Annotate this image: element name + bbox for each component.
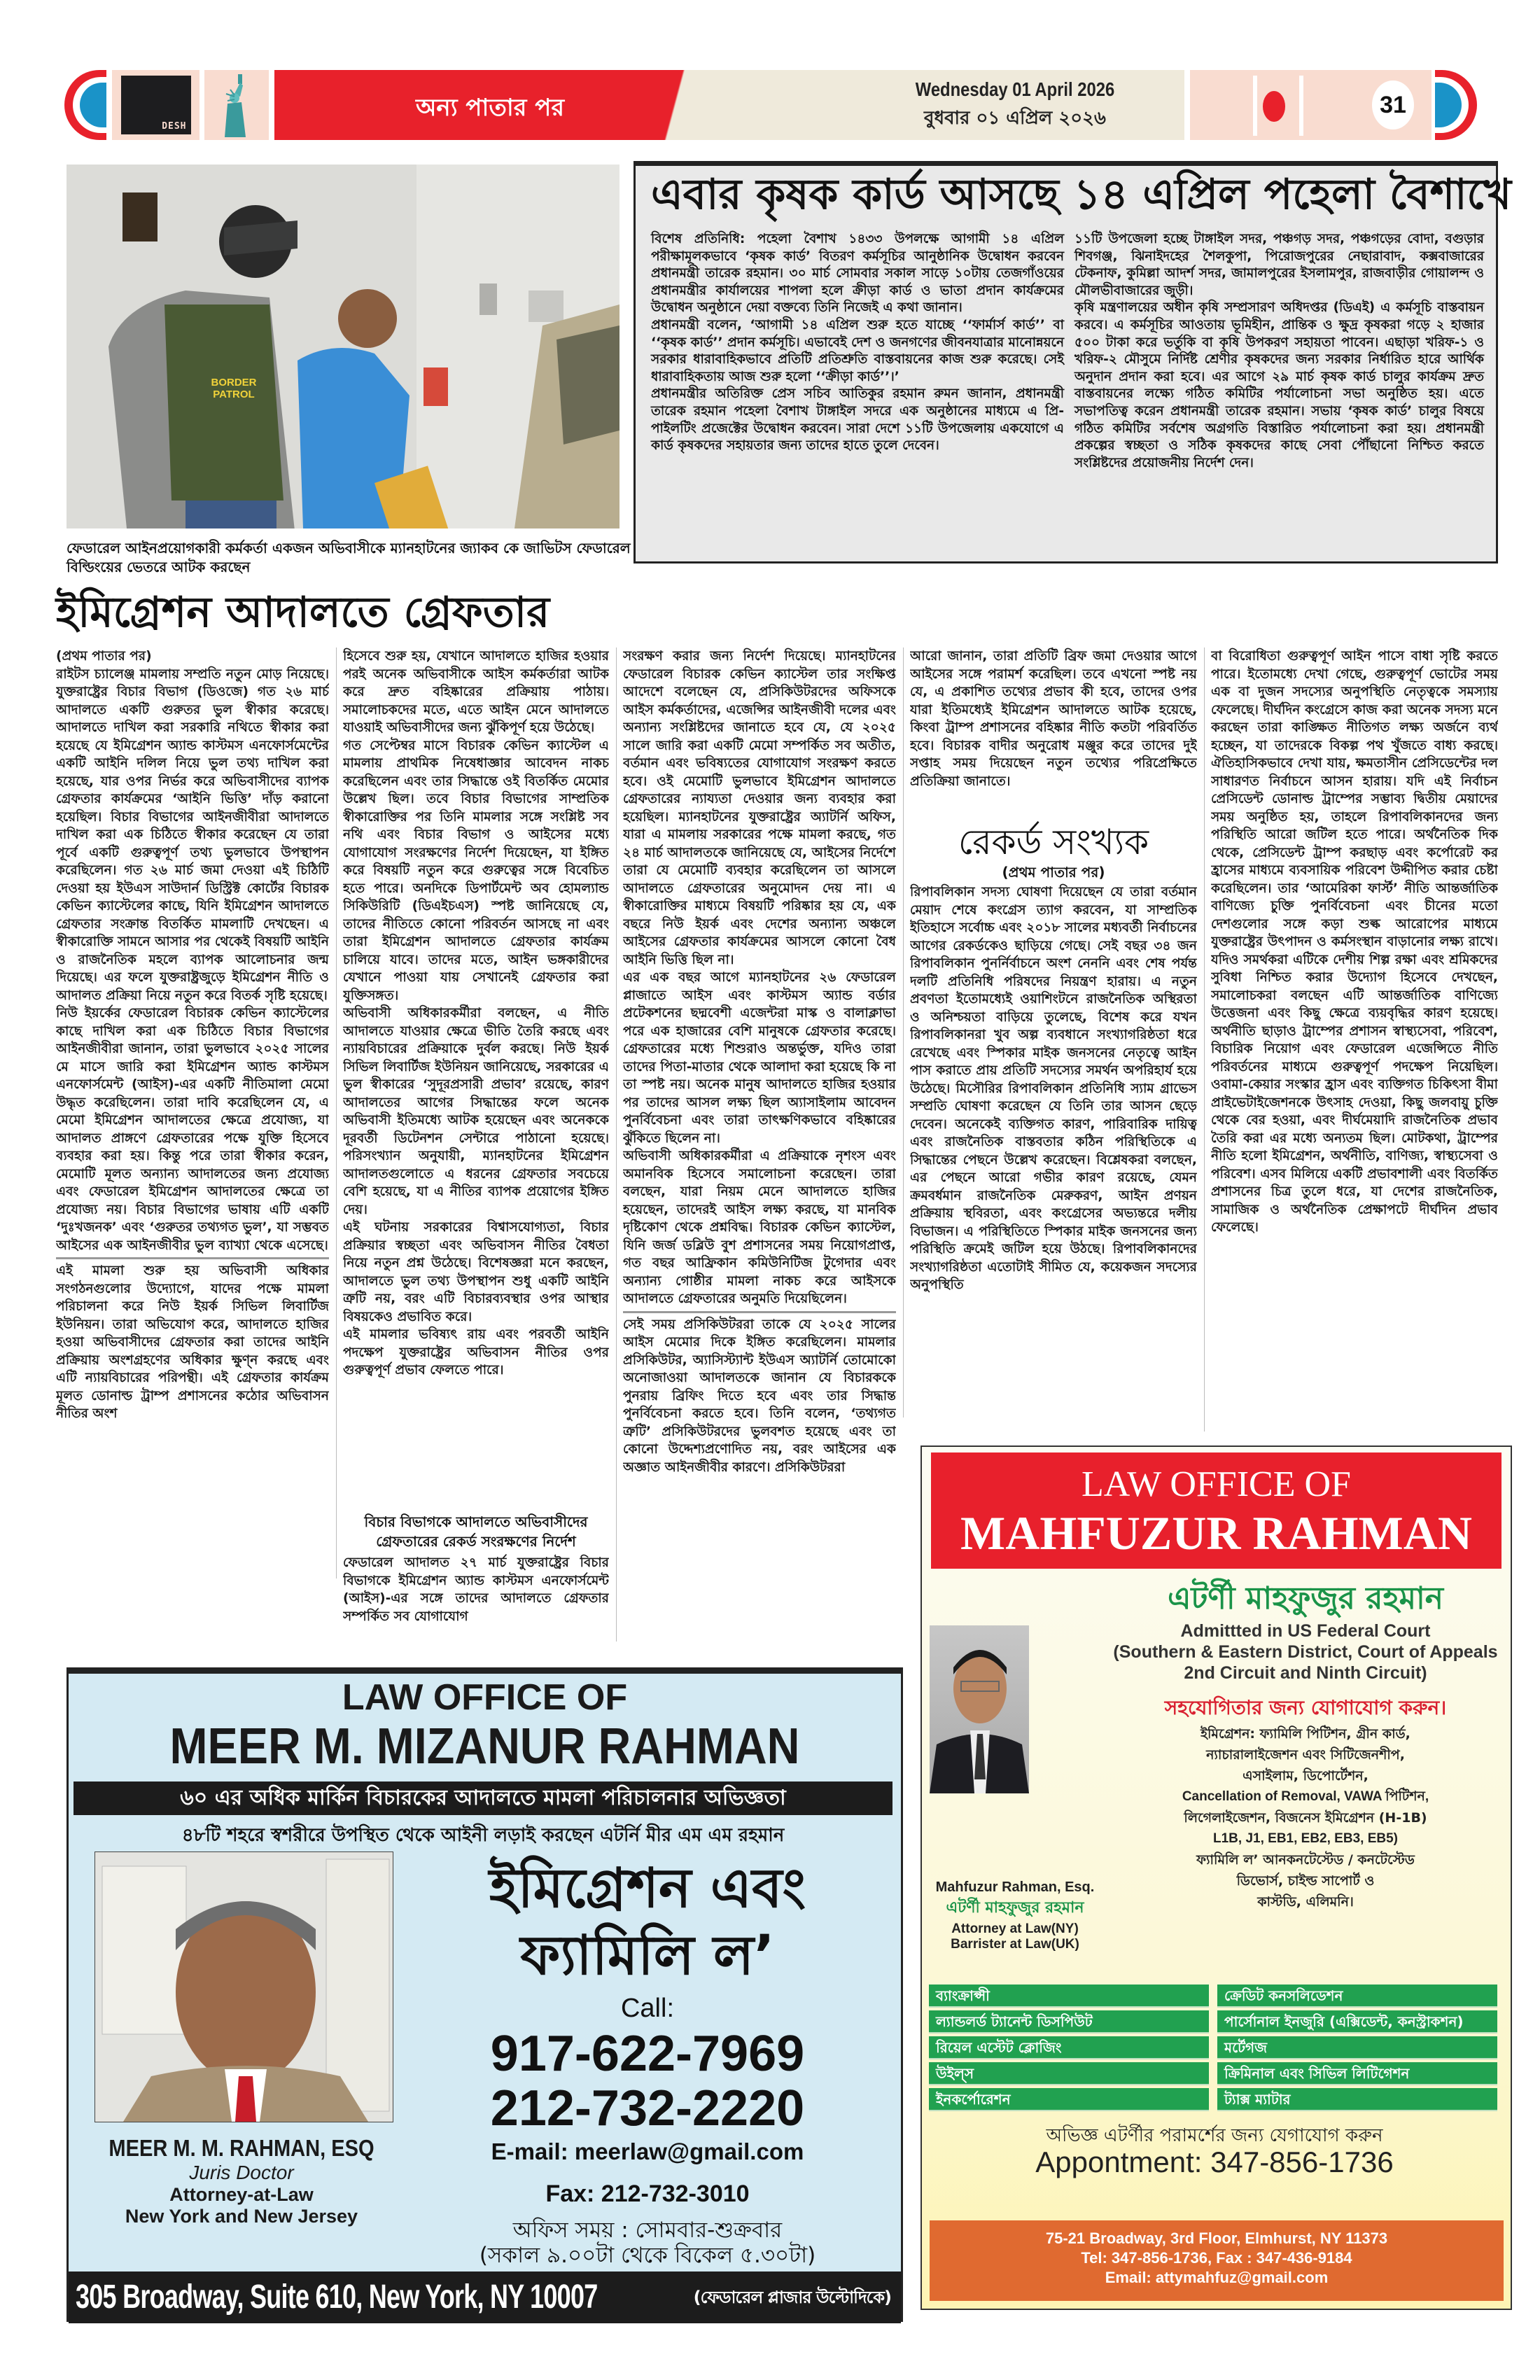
meer-role: Attorney-at-Law [169, 2184, 314, 2205]
ad-title-1: LAW OFFICE OF [1082, 1464, 1351, 1504]
services-list [1106, 1723, 1505, 1912]
header-left-ornament [64, 70, 106, 140]
newspaper-logo[interactable] [112, 70, 200, 140]
article-para: সংরক্ষণ করার জন্য নির্দেশ দিয়েছে। ম্যানহাটনের ফেডারেল বিচারক কেভিন ক্যাস্টেল তার সংক্ষিপ্ত আদেশে বলেছেন যে, প্রসিকিউটরদের অফিসকে আইস কর্মকর্তাদের, এজেন্সির আইনজীবী দলের এবং অন্যান্য সংশ্লিষ্টদের জানাতে হবে যে, যে ২০২৫ সালে জারি করা একটি মেমো সম্পর্কিত সব অতীত, বর্তমান এবং ভবিষ্যতের যোগাযোগ সংরক্ষণ করতে হবে। ওই মেমোটি ভুলভাবে ইমিগ্রেশন আদালতে গ্রেফতারের ন্যায্যতা দেওয়ার জন্য ব্যবহার করা হয়েছিল। ম্যানহাটনের যুক্তরাষ্ট্রের অ্যাটর্নি অফিস, যারা এ মামলায় সরকারের পক্ষে মামলা করছে, গত ২৪ মার্চ আদালতকে জানিয়েছে যে, আইসের নির্দেশে তারা যে মেমোটি ব্যবহার করেছিলেন তা আসলে আদালতে গ্রেফতারের অনুমোদন দেয় না। এ স্বীকারোক্তির মাধ্যমে বিষয়টি পরিষ্কার হয় যে, এক বছরে নিউ ইয়র্ক এবং দেশের অন্যান্য অঞ্চলে আইসের গ্রেফতার কার্যক্রমের আসলে কোনো বৈধ আইনি ভিত্তি ছিল না। [623, 649, 896, 967]
record-dateline: (প্রথম পাতার পর) [1002, 864, 1105, 881]
shaheed-minar-icon [1253, 76, 1303, 136]
immigration-column-3 [623, 648, 896, 1642]
service-wills[interactable]: উইল্‌স [929, 2062, 1209, 2085]
service-litigation[interactable]: ক্রিমিনাল এবং সিভিল লিটিগেশন [1217, 2062, 1497, 2085]
immigration-headline[interactable]: ইমিগ্রেশন আদালতে গ্রেফতার [56, 588, 550, 637]
article-para: এর এক বছর আগে ম্যানহাটনের ২৬ ফেডারেল প্লাজাতে আইস এবং কাস্টমস অ্যান্ড বর্ডার প্রটেকশনের ছদ্মবেশী এজেন্টরা মাস্ক ও বালাক্লাভা পরে এক হাজারের বেশি মানুষকে গ্রেফতার করেছে। গ্রেফতারের মধ্যে শিশুরাও অন্তর্ভুক্ত, যদিও তারা তাদের পিতা-মাতার থেকে আলাদা করা হয়েছে কি না তা স্পষ্ট নয়। অনেক মানুষ আদালতে হাজির হওয়ার পর তাদের আসল লক্ষ্য ছিল অ্যাসাইলাম আবেদন পুনর্বিবেচনা এবং তারা তাৎক্ষণিকভাবে বহিষ্কারের ঝুঁকিতে ছিলেন না। [623, 970, 896, 1146]
meer-fax: Fax: 212-732-3010 [545, 2180, 750, 2207]
section-title: অন্য পাতার পর [415, 94, 565, 122]
consult-text: অভিজ্ঞ এটর্ণীর পরামর্শের জন্য যেগাযোগ করুন [1046, 2125, 1383, 2146]
krishok-column-1 [651, 231, 1064, 455]
attorney-name-bn: এটর্ণী মাহফুজুর রহমান [1167, 1581, 1444, 1616]
header-right-ornament [1435, 70, 1477, 140]
divider [56, 1257, 329, 1259]
news-photo[interactable] [66, 164, 620, 528]
column-divider [903, 648, 904, 1418]
service-real-estate[interactable]: রিয়েল এস্টেট ক্লোজিং [929, 2036, 1209, 2059]
krishok-para: বিশেষ প্রতিনিধি: পহেলা বৈশাখ ১৪৩৩ উপলক্ষে আগামী ১৪ এপ্রিল পরীক্ষামূলকভাবে ‘কৃষক কার্ড’ বিতরণ কর্মসূচির আনুষ্ঠানিক উদ্বোধন করবেন প্রধানমন্ত্রী তারেক রহমান। ৩০ মার্চ সোমবার সকাল সাড়ে ১০টায় তেজগাঁওয়ের প্রধানমন্ত্রীর কার্যালয়ের শাপলা হলে ক্রীড়া কার্ড ও ভাতা প্রদান কার্যক্রমের উদ্বোধন অনুষ্ঠানে দেয়া বক্তব্যে তিনি নিজেই এ কথা জানান। [651, 232, 1064, 316]
service-landlord-tenant[interactable]: ল্যান্ডলর্ড ট্যানেন্ট ডিসপিউট [929, 2010, 1209, 2033]
experience-bar: ৬০ এর অধিক মার্কিন বিচারকের আদালতে মামলা পরিচালনার অভিজ্ঞতা [74, 1782, 892, 1815]
column-divider [1204, 648, 1205, 1432]
service-line: লিগেলাইজেশন, বিজনেস ইমিগ্রেশন (H-1B) [1184, 1810, 1427, 1826]
meer-jurisdiction: New York and New Jersey [125, 2206, 358, 2227]
krishok-column-2 [1074, 231, 1484, 472]
admitted-court [1106, 1620, 1505, 1684]
article-para: গত সেপ্টেম্বর মাসে বিচারক কেভিন ক্যাস্টেল এ মামলায় প্রাথমিক নিষেধাজ্ঞার আবেদন নাকচ করেছিলেন এবং তার সিদ্ধান্তে ওই বিতর্কিত মেমোর উল্লেখ ছিল। তবে বিচার বিভাগের সাম্প্রতিক স্বীকারোক্তির পর তিনি মামলার সঙ্গে সংশ্লিষ্ট সব নথি এবং বিচার বিভাগ ও আইসের মধ্যে যোগাযোগ সংরক্ষণের নির্দেশ দিয়েছেন, যা ইঙ্গিত করে বিষয়টি নতুন করে গুরুত্বের সঙ্গে বিবেচিত হতে পারে। অনদিকে ডিপার্টমেন্ট অব হোমল্যান্ড সিকিউরিটি (ডিএইচএস) স্পষ্ট জানিয়েছে যে, তাদের নীতিতে কোনো পরিবর্তন আসছে না এবং তারা ইমিগ্রেশন আদালতে গ্রেফতার কার্যক্রম চালিয়ে যাবে। তাদের মতে, আইন ভঙ্গকারীদের যেখানে পাওয়া যায় সেখানেই গ্রেফতার করা যুক্তিসঙ্গত। [343, 738, 609, 1003]
contact-cta: সহযোগিতার জন্য যোগাযোগ করুন। [1164, 1696, 1447, 1719]
immigration-column-4: আরো জানান, তারা প্রতিটি ব্রিফ জমা দেওয়ার আগে আইসের সঙ্গে পরামর্শ করেছিল। তবে এখনো স্পষ্ট নয় যে, এ প্রকাশিত তথ্যের প্রভাব কী হবে, তাদের ওপর যারা ইতিমধ্যেই ইমিগ্রেশন আদালতে আটক হয়েছে, কিংবা ট্রাম্প প্রশাসনের বহিষ্কার নীতি কতটা পরিবর্তিত হবে। বিচারক বাদীর অনুরোধ মঞ্জুর করে তাদের দুই সপ্তাহ সময় দিয়েছেন নতুন তথ্যের পরিপ্রেক্ষিতে প্রতিক্রিয়া জানাতে। [910, 649, 1197, 789]
practice-areas [420, 1855, 875, 1989]
office-address: 75-21 Broadway, 3rd Floor, Elmhurst, NY 11373 [1045, 2230, 1388, 2247]
meer-ad-title-1: LAW OFFICE OF [342, 1677, 628, 1718]
record-column-2: বা বিরোধিতা গুরুত্বপূর্ণ আইন পাসে বাধা সৃষ্টি করতে পারে। ইতোমধ্যে দেখা গেছে, গুরুত্বপূর্ণ ভোটের সময় এক বা দুজন সদস্যের অনুপস্থিতি নেতৃত্বকে সমস্যায় ফেলেছে। দীর্ঘদিন কংগ্রেসে কাজ করা অনেক সদস্য মনে করছেন তারা কাঙ্ক্ষিত নীতিগত লক্ষ্য অর্জনে ব্যর্থ হচ্ছেন, যা তাদেরকে বিকল্প পথ খুঁজতে বাধ্য করছে। ঐতিহাসিকভাবে দেখা যায়, ক্ষমতাসীন প্রেসিডেন্টের দল সাধারণত নির্বাচনে আসন হারায়। যদি এই নির্বাচন প্রেসিডেন্ট ডোনাল্ড ট্রাম্পের সম্ভাব্য দ্বিতীয় মেয়াদের সময় অনুষ্ঠিত হয়, তাহলে রিপাবলিকানদের জন্য পরিস্থিতি আরো জটিল হতে পারে। অর্থনৈতিক দিক থেকে, প্রেসিডেন্ট ট্রাম্প করছাড় এবং কর্পোরেট কর হ্রাসের মাধ্যমে ব্যবসায়িক পরিবেশ উদ্দীপিত করার চেষ্টা করেছিলেন। তার ‘আমেরিকা ফার্স্ট’ নীতি আন্তর্জাতিক বাণিজ্যে চুক্তি পুনর্বিবেচনা এবং চীনের মতো দেশগুলোর সঙ্গে কড়া শুল্ক আরোপের মাধ্যমে যুক্তরাষ্ট্রের উৎপাদন ও কর্মসংস্থান বাড়ানোর লক্ষ্য রাখে। যদিও সমর্থকরা এটিকে দেশীয় শিল্প রক্ষা এবং শ্রমিকদের সুবিধা নিশ্চিত করার উদ্যোগ হিসেবে দেখছেন, সমালোচকরা বলছেন এটি আন্তর্জাতিক বাণিজ্যে উত্তেজনা এবং কিছু ক্ষেত্রে ব্যয়বৃদ্ধির কারণ হয়েছে। অর্থনীতি ছাড়াও ট্রাম্পের প্রশাসন স্বাস্থ্যসেবা, পরিবেশ, বিচারিক নিয়োগ এবং ফেডারেল এজেন্সিতে নীতি পরিবর্তনের মাধ্যমে গুরুত্বপূর্ণ পদক্ষেপ নিয়েছিল। ওবামা-কেয়ার সংস্কার হ্রাস এবং ব্যক্তিগত চিকিৎসা বীমা প্রাইভেটাইজেশনকে উৎসাহ দেওয়া, কিছু জলবায়ু চুক্তি থেকে বের হওয়া, এবং দীর্ঘমেয়াদি রাজনৈতিক প্রভাব তৈরি করা এর মধ্যে অন্যতম ছিল। মোটকথা, ট্রাম্পের নীতি হলো ইমিগ্রেশন, অর্থনীতি, বাণিজ্য, স্বাস্থ্যসেবা ও পরিবেশ। এসব মিলিয়ে একটি প্রভাবশালী এবং বিতর্কিত প্রশাসনের চিত্র তুলে ধরে, যা দেশের রাজনৈতিক, সামাজিক ও অর্থনৈতিক প্রেক্ষাপটে দীর্ঘদিন প্রভাব ফেলেছে। [1211, 649, 1498, 1235]
courts-text: (Southern & Eastern District, Court of Appeals 2nd Circuit and Ninth Circuit) [1113, 1642, 1498, 1683]
record-headline[interactable]: রেকর্ড সংখ্যক [958, 822, 1149, 862]
phone-1[interactable]: 917-622-7969 [490, 2026, 805, 2082]
meer-email[interactable]: E-mail: meerlaw@gmail.com [491, 2138, 804, 2164]
tel-fax[interactable]: Tel: 347-856-1736, Fax : 347-436-9184 [1081, 2249, 1352, 2267]
article-para: রাইটস চ্যালেঞ্জ মামলায় সম্প্রতি নতুন মোড় নিয়েছে। যুক্তরাষ্ট্রের বিচার বিভাগ (ডিওজে) গত ২৬ মার্চ আদালতে একটি গুরুতর ভুল স্বীকার করেছে। আদালতে দাখিল করা সরকারি নথিতে স্বীকার করা হয়েছে যে ইমিগ্রেশন অ্যান্ড কাস্টমস এনফোর্সমেন্টের একটি আইনি দলিল নিয়ে ভুল তথ্য দাখিল করা হয়েছে, যার ওপর নির্ভর করে অভিবাসীদের ব্যাপক গ্রেফতার কার্যক্রমের ‘আইনি ভিত্তি’ দাঁড় করানো হয়েছিল। বিচার বিভাগের আইনজীবীরা আদালতে দাখিল করা এক চিঠিতে স্বীকার করেছেন যে তারা পূর্বে একটি গুরুত্বপূর্ণ তথ্য ভুলভাবে উপস্থাপন করেছিলেন। গত ২৬ মার্চ জমা দেওয়া এই চিঠিটি দেওয়া হয় ইউএস সাউদার্ন ডিস্ট্রিক্ট কোর্টের বিচারক কেভিন ক্যাস্টেলের কাছে, যিনি ইমিগ্রেশন আদালতে গ্রেফতার সংক্রান্ত বিতর্কিত মামলাটি দেখছেন। এ স্বীকারোক্তি সামনে আসার পর থেকেই বিষয়টি আইনি ও রাজনৈতিক মহলে ব্যাপক আলোচনার জন্ম দিয়েছে। এর ফলে যুক্তরাষ্ট্রজুড়ে ইমিগ্রেশন নীতি ও আদালত প্রক্রিয়া নিয়ে নতুন করে বিতর্ক সৃষ্টি হয়েছে। [56, 666, 329, 1003]
record-column-1: রিপাবলিকান সদস্য ঘোষণা দিয়েছেন যে তারা বর্তমান মেয়াদ শেষে কংগ্রেস ত্যাগ করবেন, যা সাম্প্রতিক ইতিহাসে সর্বোচ্চ এবং ২০১৮ সালের মধ্যবর্তী নির্বাচনের আগের রেকর্ডকেও ছাড়িয়ে গেছে। সেই বছর ৩৪ জন রিপাবলিকান পুনর্নির্বাচনে অংশ নেননি এবং শেষ পর্যন্ত দলটি প্রতিনিধি পরিষদের নিয়ন্ত্রণ হারায়। এ নতুন প্রবণতা ইতোমধ্যেই ওয়াশিংটনে রাজনৈতিক অস্থিরতা ও অনিশ্চয়তা বাড়িয়ে তুলেছে, বিশেষ করে যখন রিপাবলিকানরা খুব অল্প ব্যবধানে সংখ্যাগরিষ্ঠতা ধরে রেখেছে এবং স্পিকার মাইক জনসনের নেতৃত্বে আইন পাস করাতে প্রায় প্রতিটি সদস্যের সমর্থন অপরিহার্য হয়ে উঠেছে। মিসৌরির রিপাবলিকান প্রতিনিধি স্যাম গ্রাভেস সম্প্রতি ঘোষণা করেছেন যে তিনি তার আসন ছেড়ে দেবেন। অনেকেই ব্যক্তিগত কারণ, পারিবারিক দায়িত্ব এবং রাজনৈতিক বাস্তবতার কঠিন পরিস্থিতিকে এ সিদ্ধান্তের পেছনে উল্লেখ করেছেন। বিশ্লেষকরা বলছেন, এর পেছনে আরো গভীর কারণ রয়েছে, যেমন ক্রমবর্ধমান রাজনৈতিক মেরুকরণ, আইন প্রণয়ন প্রক্রিয়ায় স্থবিরতা, এবং কংগ্রেসের অভ্যন্তরে দলীয় বিভাজন। এ পরিস্থিতিতে স্পিকার মাইক জনসনের জন্য পরিস্থিতি ক্রমেই জটিল হয়ে উঠছে। রিপাবলিকানদের সংখ্যাগরিষ্ঠতা এতোটাই সীমিত যে, কয়েকজন সদস্যের অনুপস্থিতি [910, 885, 1197, 1292]
cities-text: ৪৮টি শহরে স্বশরীরে উপস্থিত থেকে আইনী লড়াই করছেন এটর্নি মীর এম এম রহমান [181, 1825, 785, 1846]
divider [623, 1311, 896, 1313]
article-para: অভিবাসী অধিকারকর্মীরা এ প্রক্রিয়াকে নৃশংস এবং অমানবিক হিসেবে সমালোচনা করেছেন। তারা বলছেন, যারা নিয়ম মেনে আদালতে হাজির হয়েছেন, তাদেরই আইস লক্ষ্য করছে, যা মানবিক দৃষ্টিকোণ থেকে প্রশ্নবিদ্ধ। বিচারক কেভিন ক্যাস্টেল, যিনি জর্জ ডব্লিউ বুশ প্রশাসনের সময় নিয়োগপ্রাপ্ত, গত বছর আফ্রিকান কমিউনিটিজ টুগেদার এবং অন্যান্য গোষ্ঠীর মামলা নাকচ করে আইসকে আদালতে গ্রেফতারের অনুমতি দিয়েছিলেন। [623, 1149, 896, 1306]
ad-title-2: MAHFUZUR RAHMAN [960, 1506, 1472, 1560]
service-incorporation[interactable]: ইনকর্পোরেশন [929, 2088, 1209, 2111]
service-line: এসাইলাম, ডিপোর্টেশন, [1242, 1768, 1368, 1784]
column-divider [336, 648, 337, 1578]
article-para: এই মামলা শুরু হয় অভিবাসী অধিকার সংগঠনগুলোর উদ্যোগে, যাদের পক্ষে মামলা পরিচালনা করে নিউ ইয়র্ক সিভিল লিবার্টিজ ইউনিয়ন। তারা অভিযোগ করে, আদালতে হাজির হওয়া অভিবাসীদের গ্রেফতার করা তাদের আইনি প্রক্রিয়ায় অংশগ্রহণের অধিকার ক্ষুণ্ন করছে এবং এটি ন্যায়বিচারের পরিপন্থী। এই গ্রেফতার কার্যক্রম মূলত ডোনাল্ড ট্রাম্প প্রশাসনের কঠোর অভিবাসন নীতির অংশ [56, 1264, 329, 1421]
practice-family-law: ফ্যামিলি ল’ [520, 1924, 775, 1987]
krishok-para: কৃষি মন্ত্রণালয়ের অধীন কৃষি সম্প্রসারণ অধিদপ্তর (ডিএই) এ কর্মসূচি বাস্তবায়ন করবে। এ কর্মসূচির আওতায় ভূমিহীন, প্রান্তিক ও ক্ষুদ্র কৃষকরা গড়ে ২ হাজার ৫০০ টাকা করে ভর্তুকি বা কৃষি উপকরণ সহায়তা পাবেন। এছাড়া খরিফ-১ ও খরিফ-২ মৌসুমে নির্দিষ্ট শ্রেণীর কৃষকদের জন্য সরকার নির্ধারিত হারে আর্থিক অনুদান প্রদান করা হবে। এর আগে ২৯ মার্চ কৃষক কার্ড চালুর কার্যক্রম দ্রুত বাস্তবায়নের লক্ষ্যে গঠিত কমিটির পর্যালোচনা সভা অনুষ্ঠিত হয়। এতে সভাপতিত্ব করেন প্রধানমন্ত্রী তারেক রহমান। সভায় ‘কৃষক কার্ড’ চালুর বিষয়ে গঠিত কমিটির সর্বশেষ অগ্রগতি বিস্তারিত পর্যালোচনা করা হয়। প্রধানমন্ত্রী প্রকল্পের স্বচ্ছতা ও সঠিক কৃষকদের কাছে সেবা পৌঁছানো নিশ্চিত করতে সংশ্লিষ্টদের প্রয়োজনীয় নির্দেশ দেন। [1074, 300, 1484, 470]
article-para: এই মামলার ভবিষ্যৎ রায় এবং পরবর্তী আইনি পদক্ষেপ যুক্তরাষ্ট্রের অভিবাসন নীতির ওপর গুরুত্বপূর্ণ প্রভাব ফেলতে পারে। [343, 1327, 609, 1378]
service-line: L1B, J1, EB1, EB2, EB3, EB5) [1213, 1831, 1398, 1846]
service-line: ডিভোর্স, চাইল্ড সাপোর্ট ও [1236, 1873, 1375, 1889]
hours-time: (সকাল ৯.০০টা থেকে বিকেল ৫.৩০টা) [479, 2243, 816, 2268]
service-grid [929, 1984, 1503, 2111]
vest-patch [204, 369, 263, 408]
krishok-headline[interactable]: এবার কৃষক কার্ড আসছে ১৪ এপ্রিল পহেলা বৈশাখে [651, 170, 1512, 219]
meer-address-note: (ফেডারেল প্লাজার উল্টোদিকে) [693, 2288, 891, 2307]
date-bengali: বুধবার ০১ এপ্রিল ২০২৬ [924, 108, 1106, 129]
immigration-column-1 [56, 648, 329, 1578]
article-para: এই ঘটনায় সরকারের বিশ্বাসযোগ্যতা, বিচার প্রক্রিয়ার স্বচ্ছতা এবং অভিবাসন নীতির বৈধতা নিয়ে নতুন প্রশ্ন উঠেছে। বিশেষজ্ঞরা মনে করছেন, আদালতে ভুল তথ্য উপস্থাপন শুধু একটি আইনি ত্রুটি নয়, বরং এটি বিচারব্যবস্থার ওপর আস্থার বিষয়কেও প্রভাবিত করে। [343, 1220, 609, 1324]
service-credit-consolidation[interactable]: ক্রেডিট কনসলিডেশন [1217, 1984, 1497, 2008]
immigration-column-2-after: ফেডারেল আদালত ২৭ মার্চ যুক্তরাষ্ট্রের বিচার বিভাগকে ইমিগ্রেশন অ্যান্ড কাস্টমস এনফোর্সমেন্ট (আইস)-এর সঙ্গে তাদের আদালতে গ্রেফতার সম্পর্কিত সব যোগাযোগ [343, 1555, 609, 1624]
immigration-column-2 [343, 648, 609, 1508]
mahfuzur-ad-banner [931, 1452, 1502, 1569]
meer-ad-title-2: MEER M. MIZANUR RAHMAN [169, 1718, 800, 1774]
mahfuzur-contact-footer [930, 2220, 1504, 2301]
meer-address-bar [69, 2272, 901, 2323]
attorney-photo [930, 1625, 1029, 1793]
photo-name-bn: এটর্ণী মাহফুজুর রহমান [946, 1899, 1084, 1917]
appointment-phone[interactable]: Appontment: 347-856-1736 [1035, 2146, 1394, 2178]
hours-days: অফিস সময় : সোমবার-শুক্রবার [512, 2218, 783, 2243]
krishok-para: ১১টি উপজেলা হচ্ছে টাঙ্গাইল সদর, পঞ্চগড় সদর, পঞ্চগড়ের বোদা, বগুড়ার শিবগঞ্জ, ঝিনাইদহের শৈলকুপা, পিরোজপুরের নেছারাবাদ, কক্সবাজারের টেকনাফ, কুমিল্লা আদর্শ সদর, জামালপুরের ইসলামপুর, রাজবাড়ীর গোয়ালন্দ ও মৌলভীবাজারের জুড়ী। [1074, 232, 1484, 298]
admitted-text: Admittted in US Federal Court [1180, 1621, 1431, 1641]
phone-numbers [420, 2026, 875, 2136]
article-para: অভিবাসী অধিকারকর্মীরা বলছেন, এ নীতি আদালতে যাওয়ার ক্ষেত্রে ভীতি তৈরি করছে এবং ন্যায়বিচারের প্রক্রিয়াকে দুর্বল করছে। নিউ ইয়র্ক সিভিল লিবার্টিজ ইউনিয়ন জানিয়েছে, সরকারের এ ভুল স্বীকারের ‘সুদূরপ্রসারী প্রভাব’ রয়েছে, কারণ আদালতের আগের সিদ্ধান্তের ফলে অনেক অভিবাসী ইতিমধ্যে আটক হয়েছেন এবং অনেককে দূরবর্তী ডিটেনশন সেন্টারে পাঠানো হয়েছে। পরিসংখ্যান অনুযায়ী, ম্যানহাটনের ইমিগ্রেশন আদালতগুলোতে এ ধরনের গ্রেফতার সবচেয়ে বেশি হয়েছে, যা এ নীতির ব্যাপক প্রয়োগের ইঙ্গিত দেয়। [343, 1006, 609, 1217]
meer-address: 305 Broadway, Suite 610, New York, NY 10007 [76, 2278, 598, 2316]
meer-photo [94, 1851, 393, 2122]
krishok-para: প্রধানমন্ত্রীর অতিরিক্ত প্রেস সচিব আতিকুর রহমান রুমন জানান, প্রধানমন্ত্রী তারেক রহমান পহেলা বৈশাখ টাঙ্গাইল সদরে এক অনুষ্ঠানের মাধ্যমে এ প্রি-পাইলটিং প্রজেক্টের উদ্বোধন করবেন। সারা দেশে ১১টি উপজেলায় একযোগে এ কার্ড কৃষকদের সহায়তার জন্য তাদের হাতে তুলে দেবেন। [651, 386, 1064, 454]
service-line: ফ্যামিলি ল’ আনকনটেস্টেড / কনটেস্টেড [1196, 1852, 1415, 1868]
practice-immigration: ইমিগ্রেশন এবং [489, 1857, 806, 1920]
photo-name: Mahfuzur Rahman, Esq. [935, 1879, 1095, 1895]
logo-text: DESH [162, 121, 187, 132]
service-mortgage[interactable]: মর্টেগজ [1217, 2036, 1497, 2059]
service-line: কাস্টডি, এলিমনি। [1257, 1894, 1354, 1910]
dateline: (প্রথম পাতার পর) [56, 649, 152, 664]
photo-title-2: Barrister at Law(UK) [951, 1937, 1079, 1952]
column-divider [616, 648, 617, 1642]
service-line: ইমিগ্রেশন: ফ্যামিলি পিটিশন, গ্রীন কার্ড, [1200, 1726, 1410, 1742]
statue-of-liberty-icon [204, 70, 269, 140]
service-bankruptcy[interactable]: ব্যাংক্রাপ্সী [929, 1984, 1209, 2008]
date-english: Wednesday 01 April 2026 [915, 78, 1115, 100]
article-para: সেই সময় প্রসিকিউটররা তাকে যে ২০২৫ সালের আইস মেমোর দিকে ইঙ্গিত করেছিলেন। মামলার প্রসিকিউটর, অ্যাসিস্ট্যান্ট ইউএস অ্যাটর্নি তোমোকো অনোজাওয়া আদালতকে জানান যে বিচারককে পুনরায় ব্রিফিং দিতে হবে এবং তার সিদ্ধান্ত পুনর্বিবেচনা করতে হবে। তিনি বলেন, ‘তথ্যগত ত্রুটি’ প্রসিকিউটরদের ভুলবশত হয়েছে এবং তা কোনো উদ্দেশ্যপ্রণোদিত নয়, বরং আইসের এক অজ্ঞাত আইনজীবীর কারণে। প্রসিকিউটররা [623, 1317, 896, 1475]
service-line: Cancellation of Removal, VAWA পিটিশন, [1182, 1789, 1429, 1804]
service-tax-matter[interactable]: ট্যাক্স ম্যাটার [1217, 2088, 1497, 2111]
service-line: ন্যাচারালাইজেশন এবং সিটিজেনশীপ, [1206, 1747, 1405, 1763]
krishok-para: প্রধানমন্ত্রী বলেন, ‘আগামী ১৪ এপ্রিল শুরু হতে যাচ্ছে ‘‘ফার্মার্স কার্ড’’ বা ‘‘কৃষক কার্ড’’ প্রদান কর্মসূচি। এভাবেই দেশ ও জনগণের জীবনযাত্রার মানোন্নয়নে সরকার ধারাবাহিকভাবে প্রতিটি প্রতিশ্রুতি বাস্তবায়নের কাজ শুরু করেছে। সেই ধারাবাহিকতায় আজ শুরু হলো ‘‘ক্রীড়া কার্ড’’।’ [651, 317, 1064, 384]
article-para: হিসেবে শুরু হয়, যেখানে আদালতে হাজির হওয়ার পরই অনেক অভিবাসীকে আইস কর্মকর্তারা আটক করে দ্রুত বহিষ্কারের প্রক্রিয়ায় পাঠায়। সমালোচকদের মতে, এতে আইন মেনে আদালতে যাওয়াই অভিবাসীদের জন্য ঝুঁকিপূর্ণ হয়ে উঠেছে। [343, 649, 609, 735]
service-personal-injury[interactable]: পার্সোনাল ইনজুরি (এক্সিডেন্ট, কনস্ট্রাকশন) [1217, 2010, 1497, 2033]
logo-mark [121, 76, 191, 134]
photo-title-1: Attorney at Law(NY) [951, 1921, 1079, 1936]
email[interactable]: Email: attymahfuz@gmail.com [1105, 2269, 1329, 2286]
meer-degree: Juris Doctor [189, 2162, 294, 2183]
office-hours [420, 2218, 875, 2268]
meer-credentials [74, 2135, 410, 2227]
page-number: 31 [1372, 80, 1414, 130]
meer-name: MEER M. M. RAHMAN, ESQ [108, 2135, 374, 2161]
call-label: Call: [620, 1994, 675, 2023]
vest-text: BORDER PATROL [211, 377, 257, 400]
phone-2[interactable]: 212-732-2220 [490, 2080, 805, 2136]
attorney-photo-caption [924, 1879, 1106, 1952]
article-para: নিউ ইয়র্কের ফেডারেল বিচারক কেভিন ক্যাস্টেলের কাছে দাখিল করা এক চিঠিতে বিচার বিভাগের আইনজীবীরা জানান, তারা ভুলভাবে ২০২৫ সালের মে মাসে জারি করা ইমিগ্রেশন অ্যান্ড কাস্টমস এনফোর্সমেন্ট (আইস)-এর একটি নীতিমালা মেমো উদ্ধৃত করেছিলেন। তারা দাবি করেছিলেন যে, এ মেমো ইমিগ্রেশন আদালতের ক্ষেত্রে প্রযোজ্য, যা আদালত প্রাঙ্গণে গ্রেফতারের পক্ষে যুক্তি হিসেবে ব্যবহার করা হয়। কিন্তু পরে তারা স্বীকার করেন, মেমোটি মূলত অন্যান্য আদালতের জন্য প্রযোজ্য এবং ফেডারেল ইমিগ্রেশন আদালতের ক্ষেত্রে তা প্রযোজ্য নয়। বিচার বিভাগের ভাষায় এটি একটি ‘দুঃখজনক’ এবং ‘গুরুতর তথ্যগত ভুল’, যা সম্ভবত আইসের এক আইনজীবীর ভুল ব্যাখ্যা থেকে এসেছে। [56, 1006, 329, 1253]
immigration-subhead: বিচার বিভাগকে আদালতে অভিবাসীদের গ্রেফতারের রেকর্ড সংরক্ষণের নির্দেশ [364, 1513, 588, 1550]
photo-caption: ফেডারেল আইনপ্রয়োগকারী কর্মকর্তা একজন অভিবাসীকে ম্যানহাটনের জ্যাকব কে জাভিটস ফেডারেল বিল্ডিংয়ের ভেতরে আটক করছেন [66, 540, 631, 575]
